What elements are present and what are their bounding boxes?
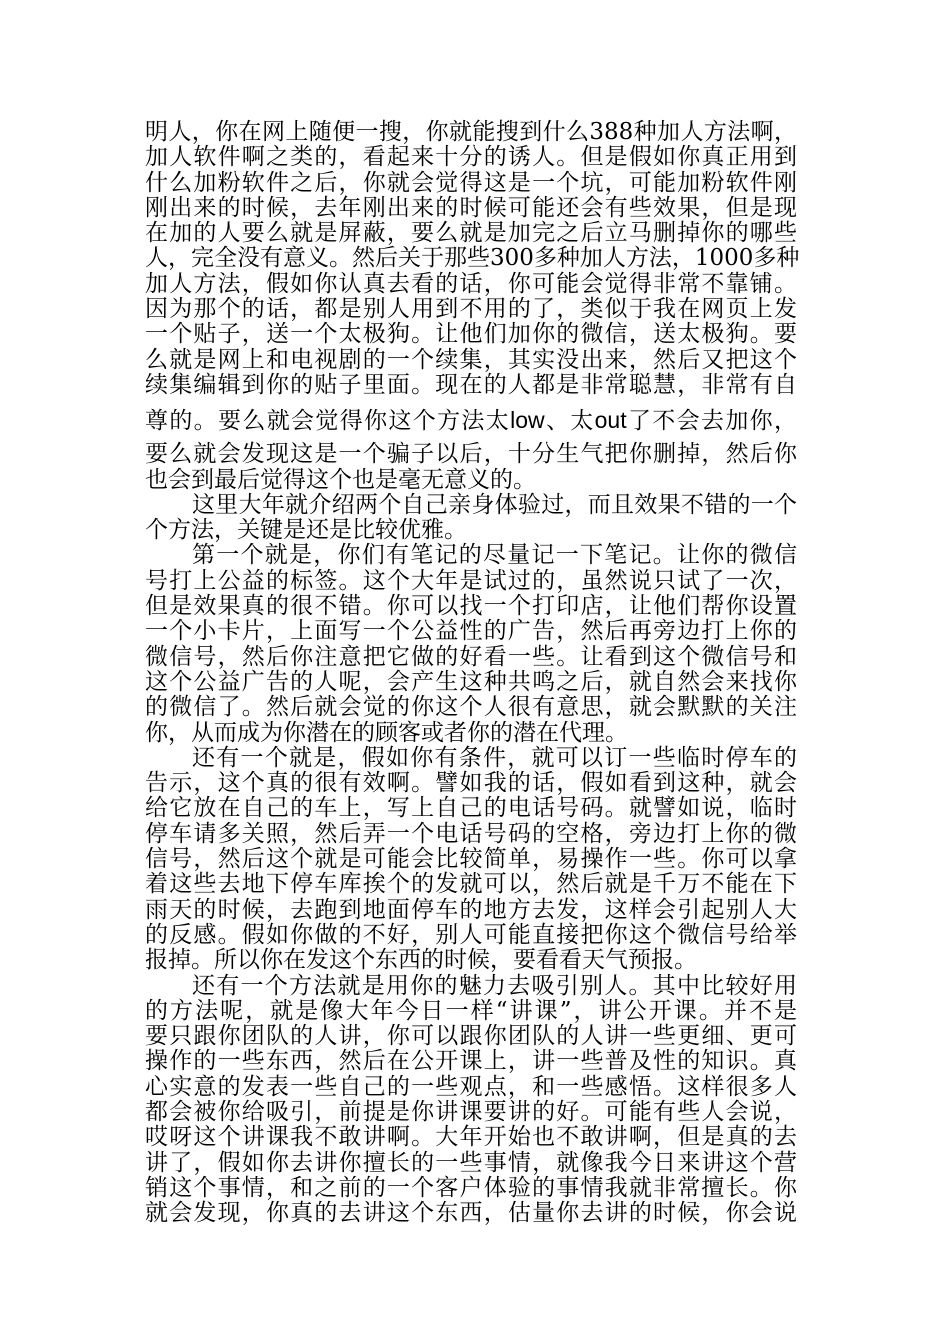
text-line: 停车请多关照，然后弄一个电话号码的空格，旁边打上你的微 — [145, 820, 797, 847]
text-line: 都会被你给吸引，前提是你讲课要讲的好。可能有些人会说， — [145, 1098, 797, 1125]
text-line: 信号，然后这个就是可能会比较简单，易操作一些。你可以拿 — [145, 846, 797, 873]
text-line: 加人方法，假如你认真去看的话，你可能会觉得非常不靠铺。 — [145, 270, 797, 297]
text-line: 一个贴子，送一个太极狗。让他们加你的微信，送太极狗。要 — [145, 321, 797, 348]
text-line: 个方法，关键是还是比较优雅。 — [145, 517, 467, 544]
text-line: 的反感。假如你做的不好，别人可能直接把你这个微信号给举 — [145, 921, 797, 948]
text-line: 加人软件啊之类的，看起来十分的诱人。但是假如你真正用到 — [145, 144, 797, 171]
text-line: 就会发现，你真的去讲这个东西，估量你去讲的时候，你会说 — [145, 1200, 797, 1227]
text-line: 的微信了。然后就会觉的你这个人很有意思，就会默默的关注 — [145, 694, 797, 721]
text-line: 刚出来的时候，去年刚出来的时候可能还会有些效果，但是现 — [145, 194, 797, 221]
text-line: 人，完全没有意义。然后关于那些300多种加人方法，1000多种 — [145, 245, 800, 272]
text-line: 在加的人要么就是屏蔽，要么就是加完之后立马删掉你的哪些 — [145, 220, 797, 247]
text-line: 着这些去地下停车库挨个的发就可以，然后就是千万不能在下 — [145, 871, 797, 898]
text-line: 销这个事情，和之前的一个客户体验的事情我就非常擅长。你 — [145, 1174, 797, 1201]
text-line: 么就是网上和电视剧的一个续集，其实没出来，然后又把这个 — [145, 346, 797, 373]
text-line: 告示，这个真的很有效啊。譬如我的话，假如看到这种，就会 — [145, 770, 797, 797]
text-line: 操作的一些东西，然后在公开课上，讲一些普及性的知识。真 — [145, 1048, 797, 1075]
text-line: 讲了，假如你去讲你擅长的一些事情，就像我今日来讲这个营 — [145, 1149, 797, 1176]
text-line: 续集编辑到你的贴子里面。现在的人都是非常聪慧，非常有自 — [145, 371, 797, 398]
paragraph-first-line: 这里大年就介绍两个自己亲身体验过，而且效果不错的一个 — [192, 491, 797, 518]
text-line: 的方法呢，就是像大年今日一样“讲课”，讲公开课。并不是 — [145, 997, 797, 1024]
text-line: 你，从而成为你潜在的顾客或者你的潜在代理。 — [145, 719, 628, 746]
paragraph-first-line: 第一个就是，你们有笔记的尽量记一下笔记。让你的微信 — [192, 542, 797, 569]
text-line: 因为那个的话，都是别人用到不用的了，类似于我在网页上发 — [145, 296, 797, 323]
text-line: 雨天的时候，去跑到地面停车的地方去发，这样会引起别人大 — [145, 896, 797, 923]
text-line: 给它放在自己的车上，写上自己的电话号码。就譬如说，临时 — [145, 795, 797, 822]
text-line: 要只跟你团队的人讲，你可以跟你团队的人讲一些更细、更可 — [145, 1023, 797, 1050]
paragraph-first-line: 还有一个就是，假如你有条件，就可以订一些临时停车的 — [192, 744, 797, 771]
text-line: 号打上公益的标签。这个大年是试过的，虽然说只试了一次， — [145, 567, 797, 594]
paragraph-first-line: 还有一个方法就是用你的魅力去吸引别人。其中比较好用 — [192, 972, 797, 999]
text-line: 也会到最后觉得这个也是毫无意义的。 — [145, 466, 536, 493]
document-body — [145, 119, 800, 1227]
text-line: 哎呀这个讲课我不敢讲啊。大年开始也不敢讲啊，但是真的去 — [145, 1124, 797, 1151]
text-line: 微信号，然后你注意把它做的好看一些。让看到这个微信号和 — [145, 643, 797, 670]
text-line: 报掉。所以你在发这个东西的时候，要看看天气预报。 — [145, 947, 697, 974]
text-line: 这个公益广告的人呢，会产生这种共鸣之后，就自然会来找你 — [145, 668, 797, 695]
text-line: 明人，你在网上随便一搜，你就能搜到什么388种加人方法啊， — [145, 119, 797, 145]
text-line: 心实意的发表一些自己的一些观点，和一些感悟。这样很多人 — [145, 1073, 797, 1100]
text-line: 要么就会发现这是一个骗子以后，十分生气把你删掉，然后你 — [145, 441, 797, 468]
text-line: 什么加粉软件之后，你就会觉得这是一个坑，可能加粉软件刚 — [145, 169, 797, 196]
text-line: 但是效果真的很不错。你可以找一个打印店，让他们帮你设置 — [145, 593, 797, 620]
text-line: 一个小卡片，上面写一个公益性的广告，然后再旁边打上你的 — [145, 618, 797, 645]
text-line: 尊的。要么就会觉得你这个方法太low、太out了不会去加你， — [145, 407, 797, 434]
